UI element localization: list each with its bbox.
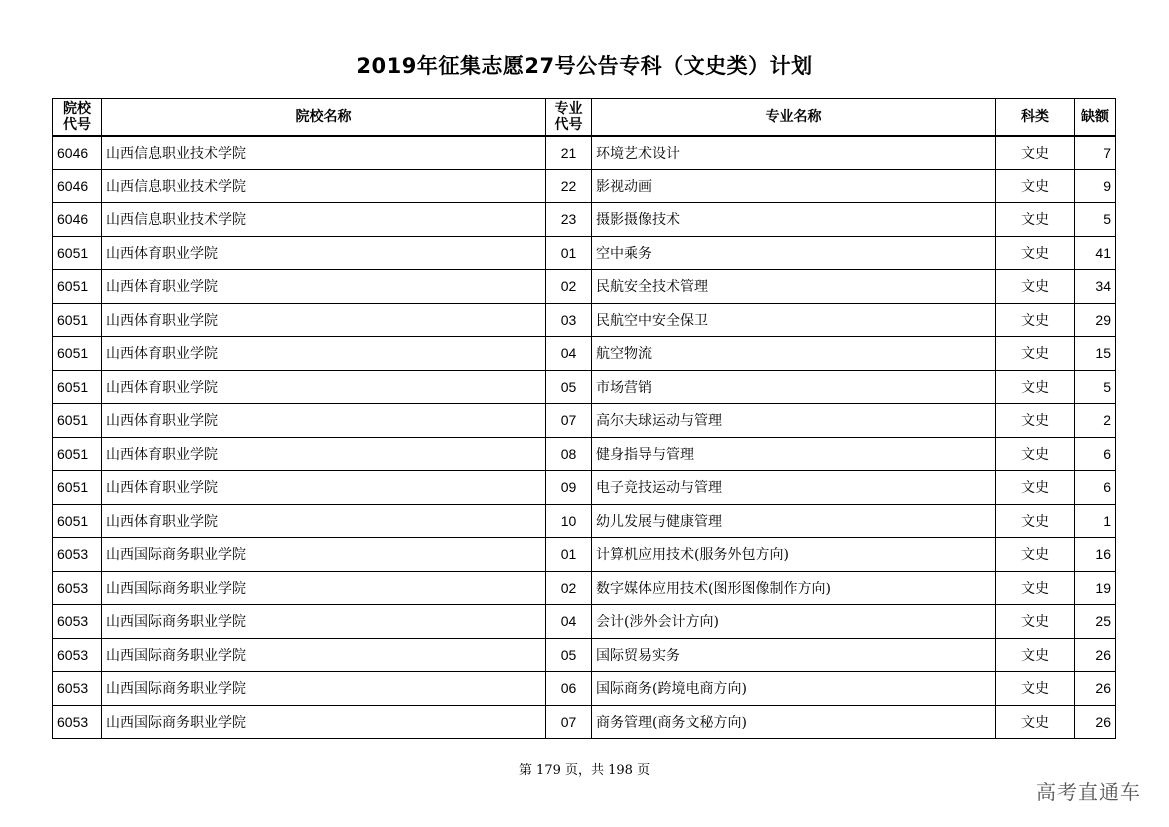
cell-major-code: 07 — [546, 705, 592, 739]
cell-major-name: 电子竞技运动与管理 — [592, 471, 996, 505]
cell-major-code: 03 — [546, 303, 592, 337]
cell-school-name: 山西体育职业学院 — [102, 236, 546, 270]
cell-category: 文史 — [996, 437, 1075, 471]
cell-quota: 15 — [1075, 337, 1116, 371]
cell-major-name: 影视动画 — [592, 169, 996, 203]
cell-quota: 26 — [1075, 638, 1116, 672]
cell-school-name: 山西体育职业学院 — [102, 504, 546, 538]
cell-major-name: 商务管理(商务文秘方向) — [592, 705, 996, 739]
cell-school-name: 山西体育职业学院 — [102, 337, 546, 371]
cell-school-code: 6051 — [53, 337, 102, 371]
table-row — [53, 672, 1116, 706]
cell-school-code: 6051 — [53, 504, 102, 538]
cell-major-code: 02 — [546, 270, 592, 304]
cell-major-code: 22 — [546, 169, 592, 203]
cell-category: 文史 — [996, 605, 1075, 639]
cell-quota: 16 — [1075, 538, 1116, 572]
table-row — [53, 471, 1116, 505]
cell-school-name: 山西国际商务职业学院 — [102, 538, 546, 572]
cell-category: 文史 — [996, 236, 1075, 270]
cell-major-code: 21 — [546, 136, 592, 170]
header-major-code: 专业 代号 — [546, 99, 592, 136]
cell-school-name: 山西体育职业学院 — [102, 404, 546, 438]
header-major-name: 专业名称 — [592, 99, 996, 136]
cell-school-code: 6053 — [53, 672, 102, 706]
cell-major-name: 会计(涉外会计方向) — [592, 605, 996, 639]
cell-category: 文史 — [996, 136, 1075, 170]
cell-major-name: 航空物流 — [592, 337, 996, 371]
cell-quota: 26 — [1075, 672, 1116, 706]
page-footer: 第 179 页，共 198 页 — [518, 763, 651, 778]
cell-school-name: 山西国际商务职业学院 — [102, 571, 546, 605]
cell-major-name: 民航安全技术管理 — [592, 270, 996, 304]
cell-major-code: 08 — [546, 437, 592, 471]
cell-major-code: 06 — [546, 672, 592, 706]
table-row — [53, 337, 1116, 371]
cell-quota: 26 — [1075, 705, 1116, 739]
cell-major-name: 高尔夫球运动与管理 — [592, 404, 996, 438]
table-row — [53, 605, 1116, 639]
cell-school-name: 山西信息职业技术学院 — [102, 203, 546, 237]
table-row — [53, 270, 1116, 304]
cell-category: 文史 — [996, 303, 1075, 337]
cell-major-name: 空中乘务 — [592, 236, 996, 270]
cell-school-code: 6046 — [53, 136, 102, 170]
cell-category: 文史 — [996, 571, 1075, 605]
cell-school-code: 6051 — [53, 471, 102, 505]
cell-major-code: 01 — [546, 538, 592, 572]
cell-major-code: 07 — [546, 404, 592, 438]
cell-school-code: 6046 — [53, 169, 102, 203]
cell-school-code: 6053 — [53, 538, 102, 572]
cell-major-name: 幼儿发展与健康管理 — [592, 504, 996, 538]
cell-major-name: 环境艺术设计 — [592, 136, 996, 170]
cell-school-name: 山西体育职业学院 — [102, 437, 546, 471]
cell-major-code: 05 — [546, 370, 592, 404]
cell-category: 文史 — [996, 638, 1075, 672]
header-quota: 缺额 — [1075, 99, 1116, 136]
cell-school-code: 6046 — [53, 203, 102, 237]
page-title: 2019年征集志愿27号公告专科（文史类）计划 — [356, 54, 813, 78]
cell-quota: 41 — [1075, 236, 1116, 270]
cell-category: 文史 — [996, 370, 1075, 404]
cell-major-name: 摄影摄像技术 — [592, 203, 996, 237]
cell-category: 文史 — [996, 471, 1075, 505]
cell-school-code: 6051 — [53, 437, 102, 471]
cell-school-name: 山西体育职业学院 — [102, 303, 546, 337]
table-row — [53, 504, 1116, 538]
cell-school-name: 山西体育职业学院 — [102, 370, 546, 404]
admission-plan-table — [52, 98, 1116, 739]
watermark: 高考直通车 — [1036, 780, 1141, 804]
table-row — [53, 370, 1116, 404]
cell-major-name: 计算机应用技术(服务外包方向) — [592, 538, 996, 572]
table-row — [53, 437, 1116, 471]
cell-major-code: 02 — [546, 571, 592, 605]
cell-major-name: 国际商务(跨境电商方向) — [592, 672, 996, 706]
cell-school-name: 山西国际商务职业学院 — [102, 672, 546, 706]
cell-school-code: 6053 — [53, 571, 102, 605]
cell-school-code: 6051 — [53, 236, 102, 270]
cell-major-code: 04 — [546, 605, 592, 639]
table-row — [53, 169, 1116, 203]
cell-major-name: 数字媒体应用技术(图形图像制作方向) — [592, 571, 996, 605]
cell-quota: 1 — [1075, 504, 1116, 538]
table-row — [53, 303, 1116, 337]
cell-quota: 6 — [1075, 437, 1116, 471]
cell-quota: 6 — [1075, 471, 1116, 505]
cell-school-name: 山西国际商务职业学院 — [102, 638, 546, 672]
cell-major-code: 05 — [546, 638, 592, 672]
table-row — [53, 571, 1116, 605]
cell-major-name: 民航空中安全保卫 — [592, 303, 996, 337]
cell-category: 文史 — [996, 504, 1075, 538]
table-row — [53, 705, 1116, 739]
cell-school-name: 山西体育职业学院 — [102, 471, 546, 505]
cell-school-code: 6051 — [53, 303, 102, 337]
cell-school-code: 6051 — [53, 270, 102, 304]
cell-category: 文史 — [996, 672, 1075, 706]
cell-major-code: 04 — [546, 337, 592, 371]
table-row — [53, 404, 1116, 438]
cell-category: 文史 — [996, 404, 1075, 438]
cell-category: 文史 — [996, 203, 1075, 237]
table-row — [53, 638, 1116, 672]
cell-category: 文史 — [996, 169, 1075, 203]
header-school-code: 院校 代号 — [53, 99, 102, 136]
table-row — [53, 203, 1116, 237]
cell-school-name: 山西信息职业技术学院 — [102, 169, 546, 203]
cell-quota: 25 — [1075, 605, 1116, 639]
table-row — [53, 236, 1116, 270]
cell-major-code: 09 — [546, 471, 592, 505]
cell-category: 文史 — [996, 270, 1075, 304]
cell-quota: 29 — [1075, 303, 1116, 337]
cell-quota: 5 — [1075, 370, 1116, 404]
header-school-name: 院校名称 — [102, 99, 546, 136]
cell-major-code: 23 — [546, 203, 592, 237]
cell-quota: 7 — [1075, 136, 1116, 170]
cell-school-code: 6053 — [53, 638, 102, 672]
table-row — [53, 538, 1116, 572]
cell-school-name: 山西国际商务职业学院 — [102, 705, 546, 739]
cell-major-name: 国际贸易实务 — [592, 638, 996, 672]
cell-quota: 19 — [1075, 571, 1116, 605]
cell-major-code: 10 — [546, 504, 592, 538]
cell-major-code: 01 — [546, 236, 592, 270]
cell-school-name: 山西信息职业技术学院 — [102, 136, 546, 170]
header-category: 科类 — [996, 99, 1075, 136]
cell-school-code: 6051 — [53, 404, 102, 438]
cell-school-name: 山西体育职业学院 — [102, 270, 546, 304]
cell-school-code: 6053 — [53, 705, 102, 739]
cell-school-code: 6053 — [53, 605, 102, 639]
table-header-row — [53, 99, 1116, 136]
cell-quota: 9 — [1075, 169, 1116, 203]
cell-category: 文史 — [996, 337, 1075, 371]
table-row — [53, 136, 1116, 170]
cell-major-name: 健身指导与管理 — [592, 437, 996, 471]
cell-school-name: 山西国际商务职业学院 — [102, 605, 546, 639]
cell-school-code: 6051 — [53, 370, 102, 404]
cell-major-name: 市场营销 — [592, 370, 996, 404]
cell-quota: 5 — [1075, 203, 1116, 237]
cell-quota: 34 — [1075, 270, 1116, 304]
cell-category: 文史 — [996, 538, 1075, 572]
cell-category: 文史 — [996, 705, 1075, 739]
cell-quota: 2 — [1075, 404, 1116, 438]
